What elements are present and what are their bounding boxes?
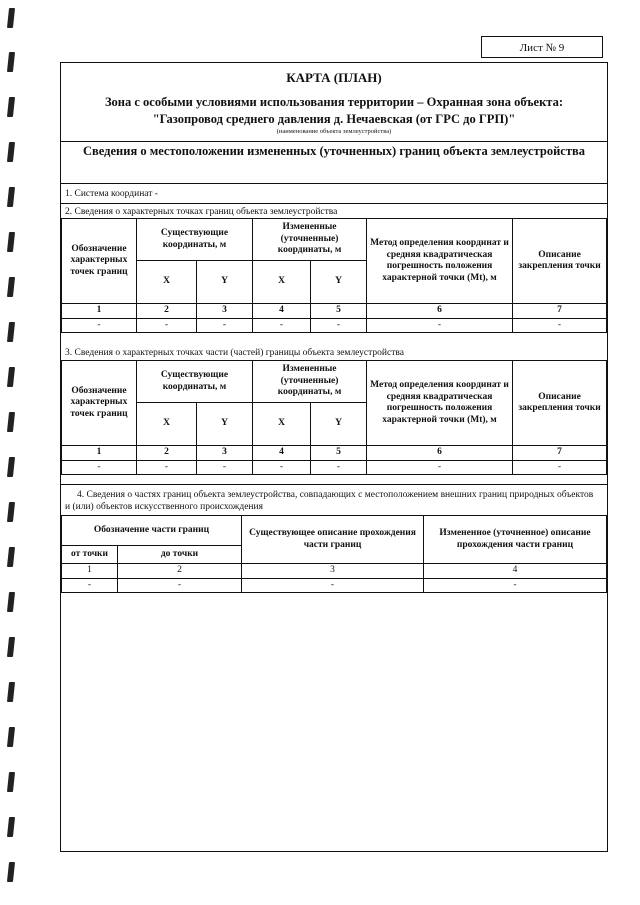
header-changed-coords: Измененные (уточненные) координаты, м xyxy=(253,219,367,261)
header-method: Метод определения координат и средняя квадратическая погрешность положения характерной точки (Mt), м xyxy=(367,361,513,446)
table-cell: - xyxy=(311,461,367,475)
table-cell: - xyxy=(367,319,513,333)
header-existing-coords: Существующие координаты, м xyxy=(137,361,253,403)
table-row xyxy=(62,319,607,333)
table-cell: - xyxy=(424,579,607,593)
table-cell: - xyxy=(253,461,311,475)
header-from-point: от точки xyxy=(62,546,118,564)
header-changed-coords: Измененные (уточненные) координаты, м xyxy=(253,361,367,403)
header-existing-coords: Существующие координаты, м xyxy=(137,219,253,261)
divider xyxy=(61,203,607,204)
section4-table xyxy=(61,515,607,593)
table-cell: - xyxy=(253,319,311,333)
column-number: 3 xyxy=(197,446,253,461)
table-cell: - xyxy=(137,461,197,475)
table-row xyxy=(62,579,607,593)
header-y: Y xyxy=(197,403,253,446)
column-number: 2 xyxy=(118,564,242,579)
section4-title: 4. Сведения о частях границ объекта землеустройства, совпадающих с местоположением внешних границ природных объектов и (или) объектов искусственного происхождения xyxy=(65,490,594,512)
header-y: Y xyxy=(197,261,253,304)
table-cell: - xyxy=(197,461,253,475)
header-changed-description: Измененное (уточненное) описание прохождения части границ xyxy=(424,516,607,564)
column-number: 2 xyxy=(137,304,197,319)
column-number: 5 xyxy=(311,446,367,461)
divider xyxy=(61,183,607,184)
header-y: Y xyxy=(311,403,367,446)
table-cell: - xyxy=(242,579,424,593)
table-cell: - xyxy=(62,461,137,475)
column-number: 4 xyxy=(424,564,607,579)
object-name: Зона с особыми условиями использования территории – Охранная зона объекта: "Газопровод среднего давления д. Нечаевская (от ГРС до ГРП)" xyxy=(104,95,564,126)
header-description: Описание закрепления точки xyxy=(513,219,607,304)
table-cell: - xyxy=(311,319,367,333)
header-point: Обозначение характерных точек границ xyxy=(62,361,137,446)
header-x: X xyxy=(253,403,311,446)
column-number: 3 xyxy=(242,564,424,579)
section3-title: 3. Сведения о характерных точках части (частей) границы объекта землеустройства xyxy=(65,348,404,358)
section3-table xyxy=(61,360,607,475)
column-number: 5 xyxy=(311,304,367,319)
table-row xyxy=(62,564,607,579)
header-x: X xyxy=(137,403,197,446)
header-to-point: до точки xyxy=(118,546,242,564)
column-number: 1 xyxy=(62,564,118,579)
column-number: 7 xyxy=(513,446,607,461)
binding-holes xyxy=(6,0,22,905)
coordinate-system: 1. Система координат - xyxy=(65,189,158,199)
header-existing-description: Существующее описание прохождения части границ xyxy=(242,516,424,564)
divider xyxy=(61,484,607,485)
sheet-number-label: Лист № 9 xyxy=(481,36,603,58)
table-row xyxy=(62,304,607,319)
table-cell: - xyxy=(513,461,607,475)
table-cell: - xyxy=(137,319,197,333)
table-cell: - xyxy=(62,319,137,333)
column-number: 2 xyxy=(137,446,197,461)
column-number: 1 xyxy=(62,446,137,461)
table-cell: - xyxy=(118,579,242,593)
section2-title: 2. Сведения о характерных точках границ объекта землеустройства xyxy=(65,207,338,217)
section-title: Сведения о местоположении измененных (уточненных) границ объекта землеустройства xyxy=(83,144,585,158)
header-description: Описание закрепления точки xyxy=(513,361,607,446)
divider xyxy=(61,141,607,142)
column-number: 4 xyxy=(253,304,311,319)
section2-table xyxy=(61,218,607,333)
table-row xyxy=(62,461,607,475)
column-number: 6 xyxy=(367,304,513,319)
table-cell: - xyxy=(367,461,513,475)
header-part: Обозначение части границ xyxy=(62,516,242,546)
header-x: X xyxy=(253,261,311,304)
table-cell: - xyxy=(197,319,253,333)
document-frame xyxy=(60,62,608,852)
table-cell: - xyxy=(513,319,607,333)
object-name-note: (наименование объекта землеустройства) xyxy=(276,128,392,135)
title-block xyxy=(61,63,607,141)
header-y: Y xyxy=(311,261,367,304)
column-number: 6 xyxy=(367,446,513,461)
column-number: 3 xyxy=(197,304,253,319)
table-row xyxy=(62,446,607,461)
column-number: 7 xyxy=(513,304,607,319)
column-number: 4 xyxy=(253,446,311,461)
header-x: X xyxy=(137,261,197,304)
header-point: Обозначение характерных точек границ xyxy=(62,219,137,304)
column-number: 1 xyxy=(62,304,137,319)
header-method: Метод определения координат и средняя квадратическая погрешность положения характерной точки (Mt), м xyxy=(367,219,513,304)
table-cell: - xyxy=(62,579,118,593)
map-title: КАРТА (ПЛАН) xyxy=(286,70,382,85)
